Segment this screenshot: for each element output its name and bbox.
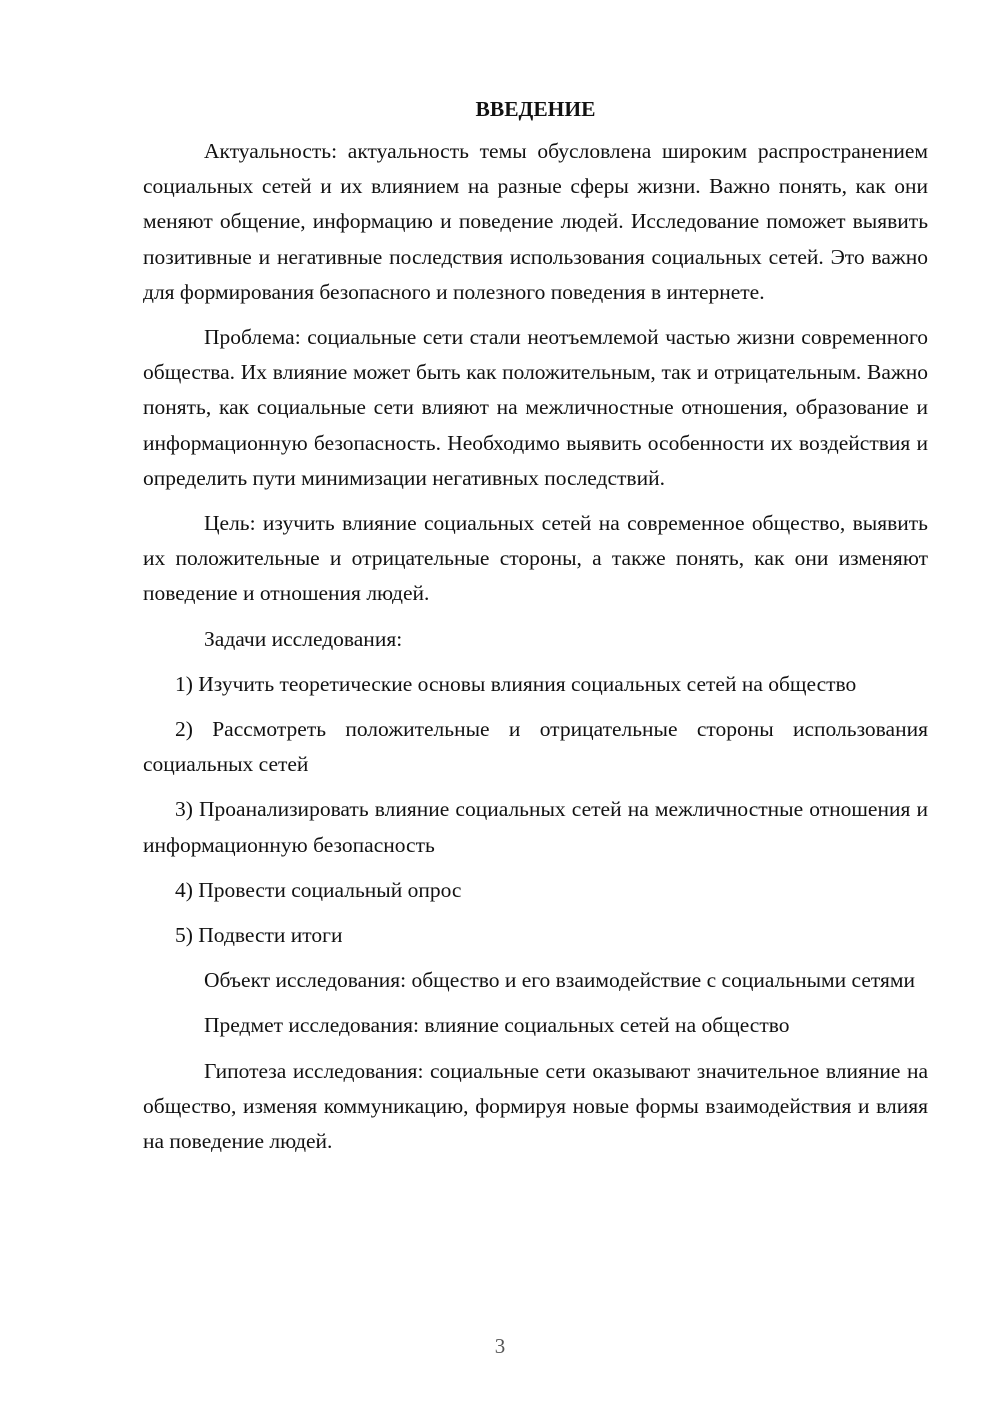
task-item-4: 4) Провести социальный опрос [175, 877, 462, 902]
task-item-2: 2) Рассмотреть положительные и отрицательные стороны использования социальных сетей [143, 717, 928, 777]
tasks-heading: Задачи исследования: [204, 626, 403, 651]
page-number: 3 [494, 1334, 506, 1358]
task-item-3: 3) Проанализировать влияние социальных сетей на межличностные отношения и информационную безопасность [143, 797, 928, 857]
task-item-5: 5) Подвести итоги [175, 923, 343, 948]
document-page [143, 92, 928, 1169]
object-paragraph: Объект исследования: общество и его взаимодействие с социальными сетями [204, 968, 915, 993]
page-title: ВВЕДЕНИЕ [475, 97, 596, 121]
goal-paragraph: Цель: изучить влияние социальных сетей на современное общество, выявить их положительные и отрицательные стороны, а также понять, как они изменяют поведение и отношения людей. [143, 511, 928, 606]
hypothesis-paragraph: Гипотеза исследования: социальные сети оказывают значительное влияние на общество, изменяя коммуникацию, формируя новые формы взаимодействия и влияя на поведение людей. [143, 1058, 928, 1154]
task-item-1: 1) Изучить теоретические основы влияния социальных сетей на общество [175, 671, 857, 696]
relevance-paragraph: Актуальность: актуальность темы обусловлена широким распространением социальных сетей и их влиянием на разные сферы жизни. Важно понять, как они меняют общение, информацию и поведение людей. Исследование поможет выявить позитивные и негативные последствия использования социальных сетей. Это важно для формирования безопасного и полезного поведения в интернете. [143, 139, 928, 304]
problem-paragraph: Проблема: социальные сети стали неотъемлемой частью жизни современного общества. Их влияние может быть как положительным, так и отрицательным. Важно понять, как социальные сети влияют на межличностные отношения, образование и информационную безопасность. Необходимо выявить особенности их воздействия и определить пути минимизации негативных последствий. [143, 325, 928, 490]
subject-paragraph: Предмет исследования: влияние социальных сетей на общество [204, 1013, 790, 1038]
